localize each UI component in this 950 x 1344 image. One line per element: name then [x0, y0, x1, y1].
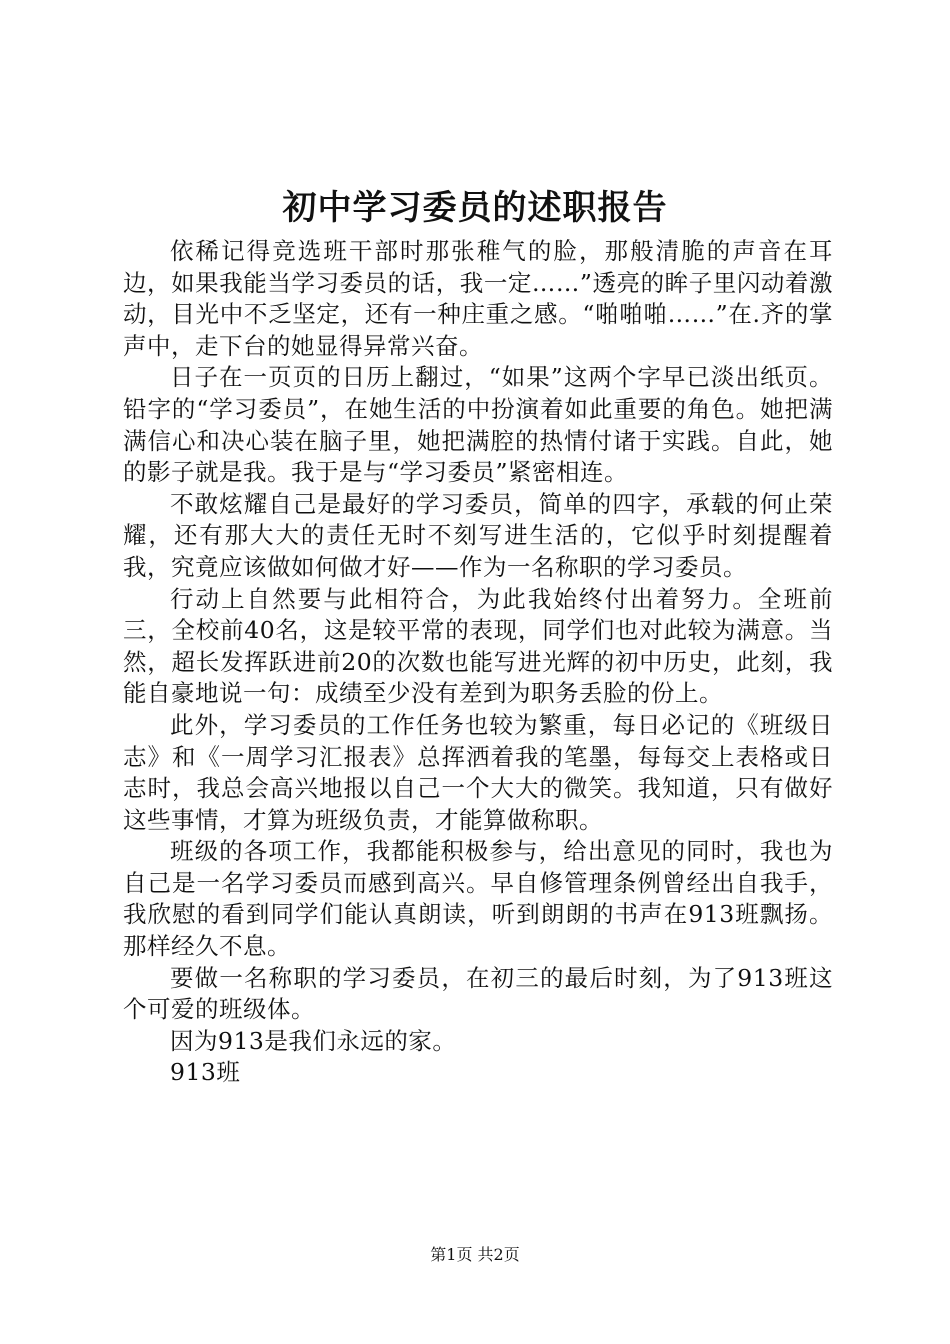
paragraph: 不敢炫耀自己是最好的学习委员，简单的四字，承载的何止荣耀，还有那大大的责任无时不刻写进生活的，它似乎时刻提醒着我，究竟应该做如何做才好——作为一名称职的学习委员。 — [123, 489, 833, 581]
paragraph: 行动上自然要与此相符合，为此我始终付出着努力。全班前三，全校前40名，这是较平常的表现，同学们也对此较为满意。当然，超长发挥跃进前20的次数也能写进光辉的初中历史，此刻，我能自豪地说一句：成绩至少没有差到为职务丢脸的份上。 — [123, 584, 833, 708]
signature-line: 913班 — [170, 1058, 241, 1087]
paragraph: 日子在一页页的日历上翻过，“如果”这两个字早已淡出纸页。铅字的“学习委员”，在她生活的中扮演着如此重要的角色。她把满满信心和决心装在脑子里，她把满腔的热情付诸于实践。自此，她的影子就是我。我于是与“学习委员”紧密相连。 — [123, 363, 833, 487]
paragraph: 此外，学习委员的工作任务也较为繁重，每日必记的《班级日志》和《一周学习汇报表》总挥洒着我的笔墨，每每交上表格或日志时，我总会高兴地报以自己一个大大的微笑。我知道，只有做好这些事情，才算为班级负责，才能算做称职。 — [123, 710, 833, 834]
document-body — [123, 236, 833, 1089]
page-footer: 第1页 共2页 — [430, 1245, 520, 1264]
paragraph: 要做一名称职的学习委员，在初三的最后时刻，为了913班这个可爱的班级体。 — [123, 963, 833, 1024]
document-title: 初中学习委员的述职报告 — [282, 188, 668, 228]
paragraph: 因为913是我们永远的家。 — [170, 1026, 457, 1055]
paragraph: 班级的各项工作，我都能积极参与，给出意见的同时，我也为自己是一名学习委员而感到高兴。早自修管理条例曾经出自我手，我欣慰的看到同学们能认真朗读，听到朗朗的书声在913班飘扬。那样经久不息。 — [123, 837, 833, 961]
paragraph: 依稀记得竞选班干部时那张稚气的脸，那般清脆的声音在耳边，如果我能当学习委员的话，我一定……”透亮的眸子里闪动着激动，目光中不乏坚定，还有一种庄重之感。“啪啪啪……”在.齐的掌声中，走下台的她显得异常兴奋。 — [123, 237, 833, 360]
